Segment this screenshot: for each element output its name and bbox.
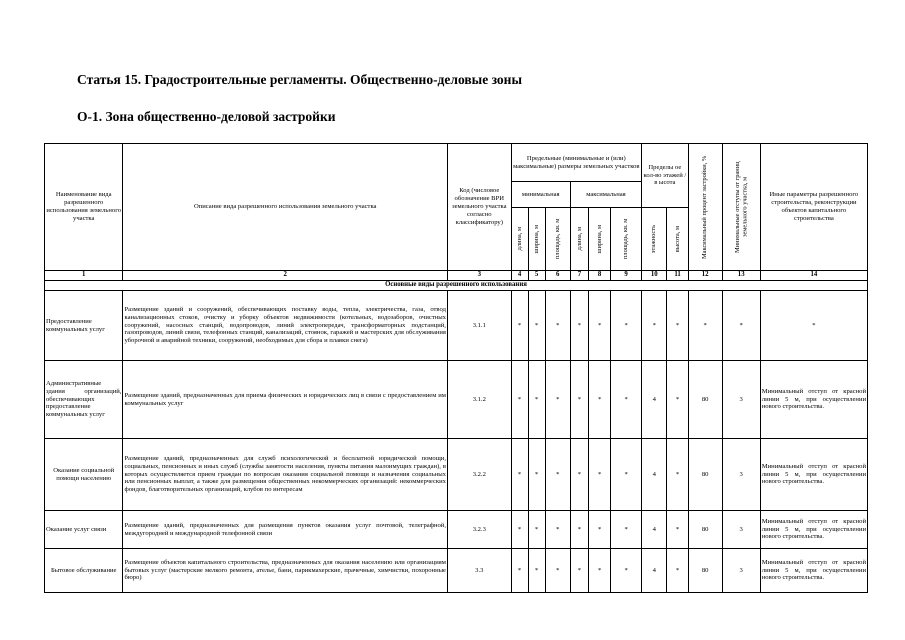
row-value: * [667,549,688,593]
row-value: * [667,439,688,511]
row-value: * [588,361,610,439]
row-value: * [688,291,722,361]
row-value: 4 [642,549,667,593]
row-value: * [545,439,570,511]
row-value: * [588,511,610,549]
row-value: * [511,361,528,439]
row-value: 4 [642,361,667,439]
row-value: * [511,511,528,549]
row-other: Минимальный отступ от красной линии 5 м, при осуществлении нового строительства. [760,439,867,511]
row-value: * [722,291,760,361]
header-row-1 [45,144,868,182]
section-title: Основные виды разрешенного использования [45,281,868,291]
column-number: 9 [611,271,642,281]
header-name: Наименование вида разрешенного использования земельного участка [45,144,123,271]
section-row [45,281,868,291]
header-max-area-cell [611,208,642,271]
row-name: Предоставление коммунальных услуг [45,291,123,361]
row-value: * [545,361,570,439]
row-code: 3.1.1 [447,291,511,361]
row-value: 3 [722,549,760,593]
row-name: Оказание социальной помощи населению [45,439,123,511]
row-value: 80 [688,511,722,549]
row-value: * [611,549,642,593]
column-number: 6 [545,271,570,281]
column-number: 3 [447,271,511,281]
row-code: 3.2.3 [447,511,511,549]
header-floors-cell [642,208,667,271]
column-number-row [45,271,868,281]
header-min-area: площадь, кв. м [553,218,561,260]
header-max-width: ширина, м [595,224,603,254]
row-value: * [528,549,545,593]
row-code: 3.1.2 [447,361,511,439]
column-number: 13 [722,271,760,281]
column-number: 7 [570,271,588,281]
row-name: Административные здания организаций, обеспечивающих предоставление коммунальных услуг [45,361,123,439]
header-other: Иные параметры разрешенного строительства, реконструкции объектов капитального строительства [760,144,867,271]
column-number: 2 [123,271,448,281]
row-description: Размещение зданий, предназначенных для размещения пунктов оказания услуг почтовой, телеграфной, междугородней и международной телефонной связи [123,511,448,549]
column-number: 5 [528,271,545,281]
column-number: 4 [511,271,528,281]
row-value: * [667,291,688,361]
column-number: 14 [760,271,867,281]
header-max-length: длина, м [575,227,583,251]
header-max: максимальная [570,182,641,208]
column-number: 8 [588,271,610,281]
header-max-width-cell [588,208,610,271]
row-value: * [511,439,528,511]
table-row [45,549,868,593]
article-title: Статья 15. Градостроительные регламенты. Общественно-деловые зоны [77,72,522,87]
header-floors-group: Пределы ое кол-во этажей /в ысота [642,144,689,208]
header-min-length: длина, м [515,227,523,251]
row-other: Минимальный отступ от красной линии 5 м, при осуществлении нового строительства. [760,549,867,593]
row-other: Минимальный отступ от красной линии 5 м, при осуществлении нового строительства. [760,511,867,549]
row-code: 3.2.2 [447,439,511,511]
header-max-length-cell [570,208,588,271]
row-value: * [511,291,528,361]
column-number: 12 [688,271,722,281]
row-value: 4 [642,439,667,511]
row-value: 80 [688,361,722,439]
row-description: Размещение зданий, предназначенных для служб психологической и бесплатной юридической помощи, социальных, пенсионных и иных служб (службы занятости населения, пункты питания малоимущих граждан), в которых осуществляется прием граждан по вопросам оказания социальной помощи и назначения социальных или пенсионных выплат, а также для размещения общественных некоммерческих организаций: некоммерческих фондов, благотворительных организаций, клубов по интересам [123,439,448,511]
row-value: * [545,549,570,593]
row-value: * [528,361,545,439]
header-size-group: Предельные (минимальные и (или) максимальные) размеры земельных участков [511,144,641,182]
row-value: * [667,511,688,549]
row-value: * [667,361,688,439]
row-code: 3.3 [447,549,511,593]
row-value: * [588,439,610,511]
row-value: * [588,291,610,361]
header-min-width: ширина, м [532,224,540,254]
table-row [45,291,868,361]
row-value: * [570,291,588,361]
header-floors: этажность [650,224,658,254]
row-value: * [588,549,610,593]
row-name: Оказание услуг связи [45,511,123,549]
row-value: * [611,511,642,549]
header-setback: Минимальные отступы от границ земельного участка, м [733,161,749,253]
header-build-pct-cell [688,144,722,271]
row-value: * [528,511,545,549]
row-value: 3 [722,439,760,511]
column-number: 10 [642,271,667,281]
row-value: * [545,511,570,549]
row-value: * [528,291,545,361]
column-number: 11 [667,271,688,281]
row-value: * [570,361,588,439]
row-value: * [611,291,642,361]
regulations-table [44,143,868,593]
row-value: * [528,439,545,511]
header-height: высота, м [673,225,681,253]
header-min-length-cell [511,208,528,271]
row-value: * [611,439,642,511]
header-max-area: площадь, кв. м [622,218,630,260]
row-value: * [570,439,588,511]
row-value: 3 [722,361,760,439]
row-value: 80 [688,549,722,593]
table-row [45,511,868,549]
header-code: Код (числовое обозначение ВРИ земельного участка согласно классификатору) [447,144,511,271]
row-value: 3 [722,511,760,549]
header-min-width-cell [528,208,545,271]
row-description: Размещение зданий и сооружений, обеспечивающих поставку воды, тепла, электричества, газа, отвод канализационных стоков, очистку и уборку объектов недвижимости (котельных, водозаборов, очистных сооружений, насосных станций, водопроводов, линий электропередач, трансформаторных подстанций, газопроводов, линий связи, телефонных станций, канализаций, стоянок, гаражей и мастерских для обслуживания уборочной и аварийной техники, сооружений, необходимых для сбора и плавки снега) [123,291,448,361]
header-min-area-cell [545,208,570,271]
row-value: * [570,511,588,549]
header-setback-cell [722,144,760,271]
column-number: 1 [45,271,123,281]
header-height-cell [667,208,688,271]
row-other: Минимальный отступ от красной линии 5 м, при осуществлении нового строительства. [760,361,867,439]
row-value: * [545,291,570,361]
row-value: * [642,291,667,361]
row-value: 80 [688,439,722,511]
header-description: Описание вида разрешенного использования земельного участка [123,144,448,271]
zone-title: О-1. Зона общественно-деловой застройки [77,109,336,124]
row-value: * [570,549,588,593]
table-row [45,439,868,511]
header-min: минимальная [511,182,570,208]
row-other: * [760,291,867,361]
row-value: * [511,549,528,593]
row-value: * [611,361,642,439]
header-build-pct: Максимальный процент застройки, % [701,155,709,259]
table-row [45,361,868,439]
row-description: Размещение объектов капитального строительства, предназначенных для оказания населению или организациям бытовых услуг (мастерские мелкого ремонта, ателье, бани, парикмахерские, прачечные, химчистки, похоронные бюро) [123,549,448,593]
row-name: Бытовое обслуживание [45,549,123,593]
row-description: Размещение зданий, предназначенных для приема физических и юридических лиц в связи с предоставлением им коммунальных услуг [123,361,448,439]
row-value: 4 [642,511,667,549]
